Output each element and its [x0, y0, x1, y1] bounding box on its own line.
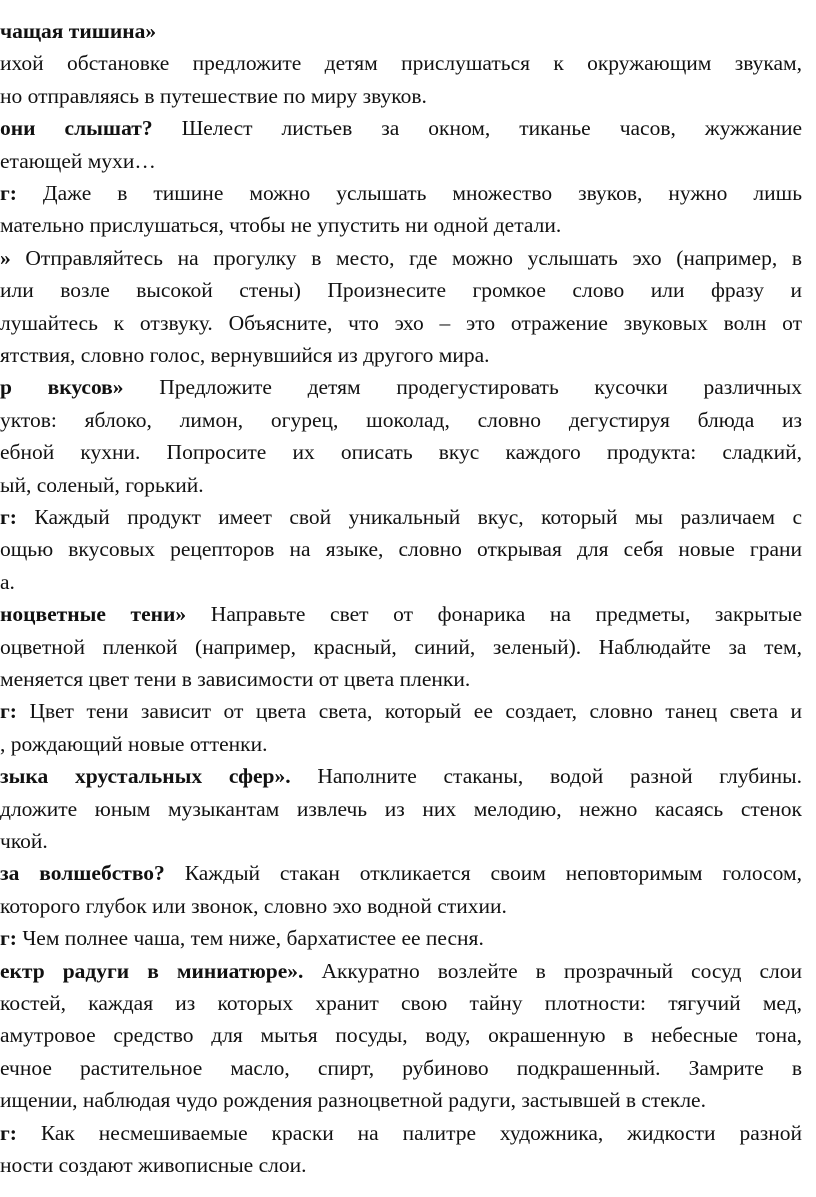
- body-text: которого глубок или звонок, словно эхо водной стихии.: [0, 893, 507, 918]
- body-text: ечное растительное масло, спирт, рубиново подкрашенный. Замрите в: [0, 1055, 802, 1080]
- body-text: оцветной пленкой (например, красный, синий, зеленый). Наблюдайте за тем,: [0, 634, 802, 659]
- body-text: мательно прислушаться, чтобы не упустить ни одной детали.: [0, 213, 562, 238]
- text-line: [0, 274, 802, 306]
- body-text: Предложите детям продегустировать кусочки различных: [123, 375, 803, 400]
- text-line: [0, 80, 802, 112]
- body-text: Как несмешиваемые краски на палитре художника, жидкости разной: [16, 1120, 802, 1145]
- text-line: [0, 695, 802, 727]
- body-text: ебной кухни. Попросите их описать вкус каждого продукта: сладкий,: [0, 440, 802, 465]
- body-text: меняется цвет тени в зависимости от цвета пленки.: [0, 667, 471, 691]
- body-text: Аккуратно возлейте в прозрачный сосуд слои: [303, 958, 802, 983]
- body-text: Чем полнее чаша, тем ниже, бархатистее ее песня.: [16, 926, 484, 951]
- text-line: [0, 987, 802, 1019]
- body-text: ощью вкусовых рецепторов на языке, словно открывая для себя новые грани: [0, 537, 802, 562]
- text-line: [0, 1052, 802, 1084]
- body-text: амутровое средство для мытья посуды, воду, окрашенную в небесные тона,: [0, 1023, 802, 1048]
- body-text: уктов: яблоко, лимон, огурец, шоколад, словно дегустируя блюда из: [0, 407, 802, 432]
- body-text: ищении, наблюдая чудо рождения разноцветной радуги, застывшей в стекле.: [0, 1088, 706, 1113]
- body-text: , рождающий новые оттенки.: [0, 731, 268, 756]
- text-line: [0, 760, 802, 792]
- body-text: ихой обстановке предложите детям прислушаться к окружающим звукам,: [0, 51, 802, 76]
- bold-text: они слышат?: [0, 116, 153, 141]
- body-text: Отправляйтесь на прогулку в место, где можно услышать эхо (например, в: [10, 245, 802, 270]
- body-text: ятствия, словно голос, вернувшийся из другого мира.: [0, 343, 490, 367]
- body-text: Направьте свет от фонарика на предметы, закрытые: [186, 602, 802, 627]
- body-text: Даже в тишине можно услышать множество звуков, нужно лишь: [16, 181, 802, 205]
- body-text: чкой.: [0, 829, 48, 853]
- text-line: [0, 501, 802, 533]
- text-line: [0, 307, 802, 339]
- body-text: ый, соленый, горький.: [0, 472, 204, 497]
- body-text: костей, каждая из которых хранит свою тайну плотности: тягучий мед,: [0, 991, 802, 1015]
- text-line: [0, 793, 802, 825]
- body-text: но отправляясь в путешествие по миру звуков.: [0, 83, 427, 108]
- text-line: [0, 955, 802, 987]
- text-line: [0, 663, 802, 695]
- text-line: [0, 922, 802, 954]
- text-line: [0, 1117, 802, 1149]
- text-line: [0, 1149, 802, 1181]
- body-text: ности создают живописные слои.: [0, 1153, 307, 1177]
- text-line: [0, 112, 802, 144]
- text-line: [0, 728, 802, 760]
- text-line: [0, 566, 802, 598]
- text-line: [0, 533, 802, 565]
- bold-text: зыка хрустальных сфер».: [0, 764, 291, 789]
- bold-text: г:: [0, 181, 17, 205]
- bold-text: за волшебство?: [0, 861, 165, 886]
- text-line: [0, 631, 802, 663]
- bold-text: р вкусов»: [0, 375, 124, 400]
- bold-text: ектр радуги в миниатюре».: [0, 958, 304, 983]
- text-line: [0, 242, 802, 274]
- body-text: Каждый продукт имеет свой уникальный вкус, который мы различаем с: [16, 505, 802, 529]
- text-line: [0, 145, 802, 177]
- text-line: [0, 177, 802, 209]
- body-text: а.: [0, 569, 15, 594]
- body-text: Шелест листьев за окном, тиканье часов, жужжание: [152, 116, 802, 141]
- body-text: лушайтесь к отзвуку. Объясните, что эхо – это отражение звуковых волн от: [0, 310, 802, 335]
- body-text: етающей мухи…: [0, 148, 156, 173]
- body-text: Каждый стакан откликается своим неповторимым голосом,: [164, 861, 802, 886]
- bold-text: г:: [0, 505, 17, 529]
- text-line: [0, 209, 802, 241]
- bold-text: ноцветные тени»: [0, 602, 187, 627]
- bold-text: »: [0, 245, 11, 270]
- text-line: [0, 15, 802, 47]
- body-text: дложите юным музыкантам извлечь из них мелодию, нежно касаясь стенок: [0, 796, 802, 821]
- text-line: [0, 1084, 802, 1116]
- bold-text: чащая тишина»: [0, 19, 157, 43]
- text-line: [0, 857, 802, 889]
- text-line: [0, 47, 802, 79]
- text-line: [0, 371, 802, 403]
- text-line: [0, 825, 802, 857]
- text-line: [0, 339, 802, 371]
- body-text: Наполните стаканы, водой разной глубины.: [290, 764, 802, 789]
- text-line: [0, 890, 802, 922]
- bold-text: г:: [0, 699, 17, 724]
- bold-text: г:: [0, 926, 17, 951]
- text-line: [0, 436, 802, 468]
- body-text: или возле высокой стены) Произнесите громкое слово или фразу и: [0, 278, 802, 303]
- text-line: [0, 469, 802, 501]
- body-text: Цвет тени зависит от цвета света, который ее создает, словно танец света и: [16, 699, 802, 724]
- text-line: [0, 1019, 802, 1051]
- bold-text: г:: [0, 1120, 17, 1145]
- text-line: [0, 598, 802, 630]
- text-line: [0, 404, 802, 436]
